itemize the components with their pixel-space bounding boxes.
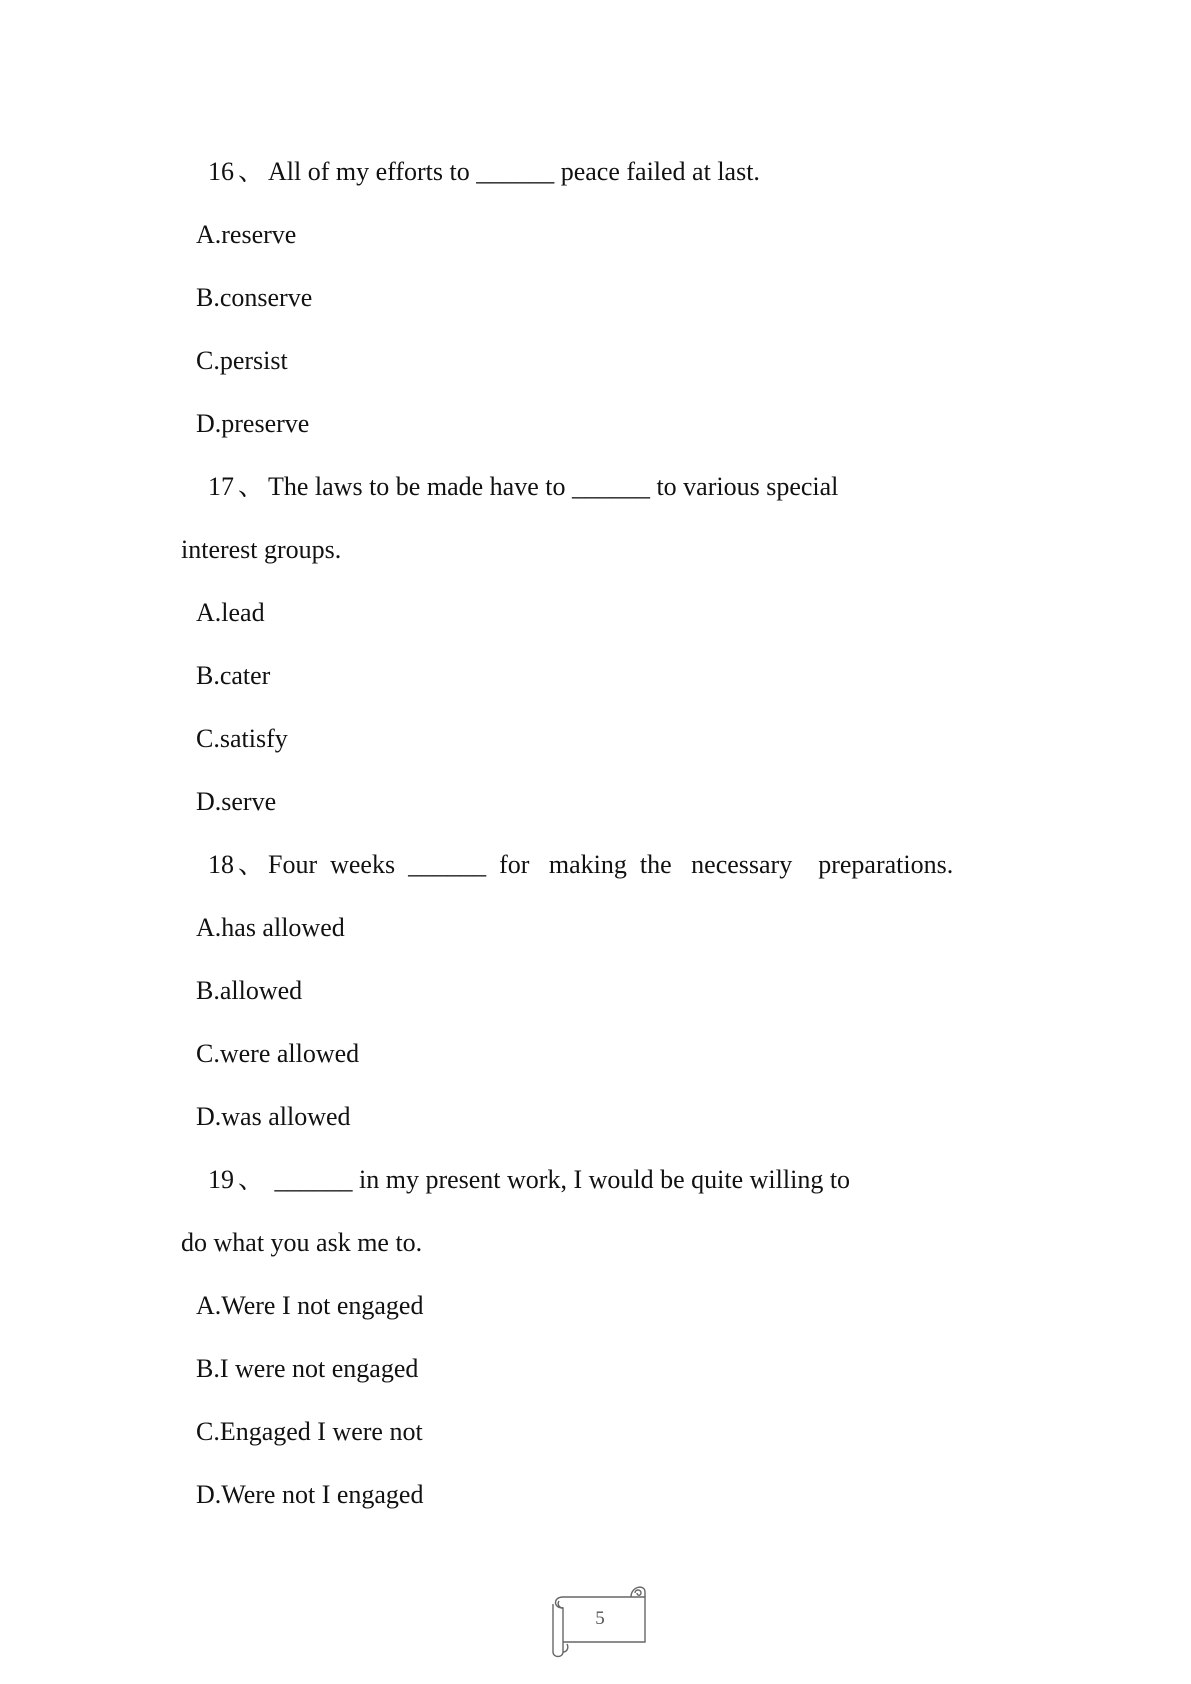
question-17-stem [208,471,838,503]
question-18-option-c: C.were allowed [196,1039,360,1068]
question-16-option-d: D.preserve [196,409,310,438]
question-19-stem [208,1164,850,1196]
question-text: All of my efforts to ______ peace failed at last. [268,157,760,186]
question-16-stem [208,156,760,188]
question-19-option-d: D.Were not I engaged [196,1480,424,1509]
question-17-option-c: C.satisfy [196,724,288,753]
question-17-continuation: interest groups. [181,535,342,564]
question-number: 18 [208,850,234,879]
question-19-option-b: B.I were not engaged [196,1354,419,1383]
question-18-option-a: A.has allowed [196,913,345,942]
question-19-option-c: C.Engaged I were not [196,1417,423,1446]
question-number: 16 [208,157,234,186]
page-number: 5 [595,1608,605,1629]
question-16-option-a: A.reserve [196,220,297,249]
question-19-continuation: do what you ask me to. [181,1228,423,1257]
question-number: 19 [208,1165,234,1194]
question-16-option-b: B.conserve [196,283,313,312]
question-17-option-d: D.serve [196,787,277,816]
question-17-option-a: A.lead [196,598,265,627]
question-17-option-b: B.cater [196,661,271,690]
question-separator: 、 [237,1165,264,1194]
question-separator: 、 [237,472,264,501]
question-text: The laws to be made have to ______ to various special [268,472,839,501]
question-text: ______ in my present work, I would be quite willing to [268,1165,851,1194]
page-footer [545,1580,655,1658]
question-18-option-d: D.was allowed [196,1102,351,1131]
question-separator: 、 [237,157,264,186]
question-text: Four weeks ______ for making the necessary preparations. [268,850,954,879]
question-18-stem [208,849,953,881]
question-19-option-a: A.Were I not engaged [196,1291,424,1320]
question-18-option-b: B.allowed [196,976,303,1005]
question-number: 17 [208,472,234,501]
question-16-option-c: C.persist [196,346,288,375]
question-separator: 、 [237,850,264,879]
